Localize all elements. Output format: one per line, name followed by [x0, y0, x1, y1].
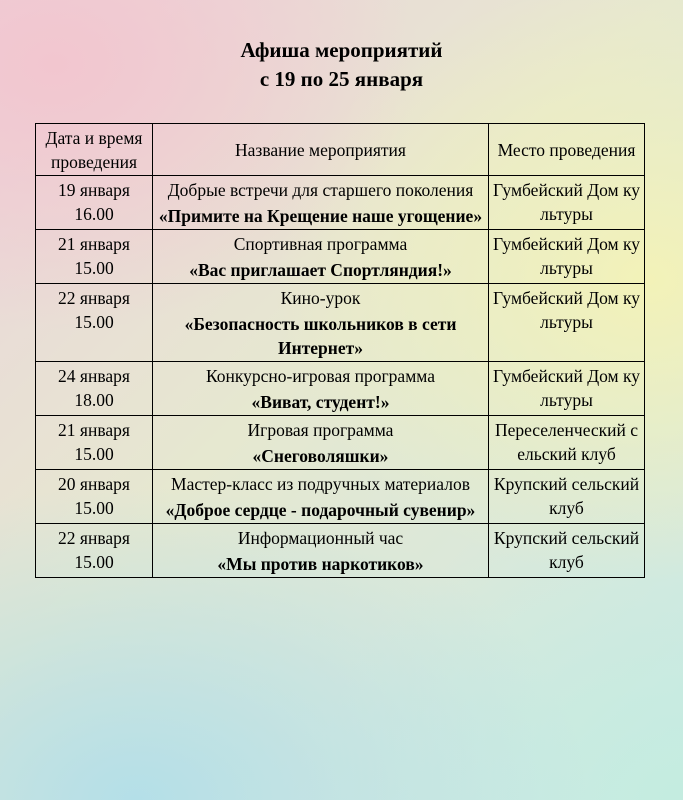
event-time: 18.00 — [74, 390, 114, 410]
table-header-row — [36, 124, 645, 176]
header-place: Место проведения — [489, 124, 645, 176]
event-name: «Вас приглашает Спортляндия!» — [189, 260, 452, 280]
event-date-cell — [36, 176, 153, 230]
header-name: Название мероприятия — [153, 124, 489, 176]
table-row — [36, 362, 645, 416]
event-date-cell — [36, 470, 153, 524]
event-date-cell — [36, 362, 153, 416]
table-row — [36, 230, 645, 284]
events-table — [35, 123, 645, 578]
event-place: Переселенческий сельский клуб — [489, 416, 645, 470]
event-place: Гумбейский Дом культуры — [489, 176, 645, 230]
event-place: Гумбейский Дом культуры — [489, 284, 645, 362]
table-row — [36, 284, 645, 362]
event-name: «Безопасность школьников в сети Интернет» — [184, 314, 457, 358]
table-row — [36, 470, 645, 524]
event-type: Спортивная программа — [233, 234, 408, 254]
event-time: 15.00 — [74, 312, 114, 332]
event-date: 22 января — [58, 528, 130, 548]
event-date: 22 января — [58, 288, 130, 308]
event-name: «Виват, студент!» — [251, 392, 390, 412]
event-time: 15.00 — [74, 498, 114, 518]
table-row — [36, 524, 645, 578]
event-name-cell — [153, 230, 489, 284]
event-place: Крупский сельский клуб — [489, 524, 645, 578]
title-line-1: Афиша мероприятий — [240, 38, 443, 62]
event-name-cell — [153, 470, 489, 524]
event-date: 20 января — [58, 474, 130, 494]
event-type: Кино-урок — [280, 288, 361, 308]
event-time: 15.00 — [74, 444, 114, 464]
event-date: 21 января — [58, 420, 130, 440]
event-name-cell — [153, 362, 489, 416]
event-type: Добрые встречи для старшего поколения — [167, 180, 474, 200]
event-type: Игровая программа — [247, 420, 394, 440]
event-date: 21 января — [58, 234, 130, 254]
table-row — [36, 176, 645, 230]
event-place: Гумбейский Дом культуры — [489, 362, 645, 416]
header-date: Дата и время проведения — [36, 124, 153, 176]
event-name-cell — [153, 176, 489, 230]
event-type: Мастер-класс из подручных материалов — [171, 474, 470, 494]
event-name-cell — [153, 284, 489, 362]
event-date-cell — [36, 416, 153, 470]
event-date-cell — [36, 230, 153, 284]
title-line-2: с 19 по 25 января — [259, 67, 424, 91]
event-name: «Мы против наркотиков» — [217, 554, 424, 574]
event-place: Гумбейский Дом культуры — [489, 230, 645, 284]
event-type: Информационный час — [237, 528, 404, 548]
event-date-cell — [36, 524, 153, 578]
page-title — [0, 36, 683, 94]
event-time: 16.00 — [74, 204, 114, 224]
event-date: 24 января — [58, 366, 130, 386]
table-row — [36, 416, 645, 470]
event-name: «Примите на Крещение наше угощение» — [158, 206, 483, 226]
event-name-cell — [153, 524, 489, 578]
event-type: Конкурсно-игровая программа — [205, 366, 435, 386]
event-time: 15.00 — [74, 258, 114, 278]
event-place: Крупский сельский клуб — [489, 470, 645, 524]
event-name-cell — [153, 416, 489, 470]
event-name: «Снеговоляшки» — [252, 446, 389, 466]
event-date-cell — [36, 284, 153, 362]
event-date: 19 января — [58, 180, 130, 200]
event-time: 15.00 — [74, 552, 114, 572]
event-name: «Доброе сердце - подарочный сувенир» — [165, 500, 476, 520]
